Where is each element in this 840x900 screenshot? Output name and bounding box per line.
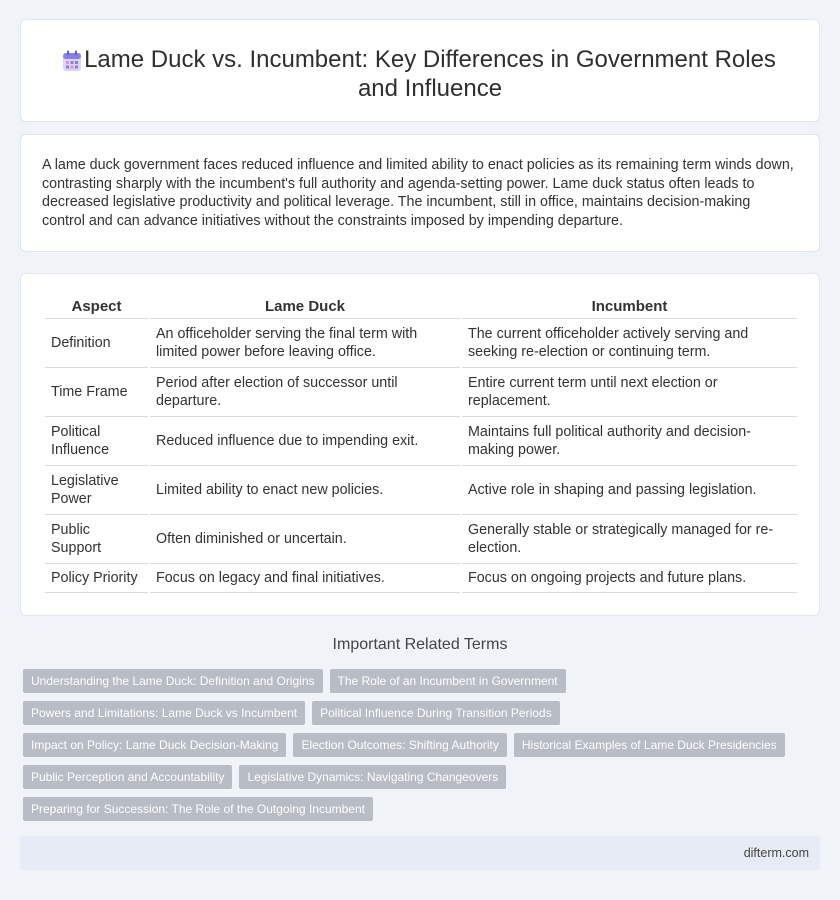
- calendar-icon: [62, 50, 82, 72]
- comparison-table-card: [20, 273, 820, 616]
- table-row: [45, 514, 797, 563]
- cell-incumbent: Entire current term until next election or replacement.: [462, 367, 797, 416]
- table-row: [45, 416, 797, 465]
- related-term-tag[interactable]: Impact on Policy: Lame Duck Decision-Making: [23, 733, 286, 757]
- related-term-tag[interactable]: The Role of an Incumbent in Government: [330, 669, 566, 693]
- footer: [20, 836, 820, 870]
- related-terms-title: Important Related Terms: [332, 636, 508, 653]
- intro-card: [20, 134, 820, 252]
- cell-lame-duck: Often diminished or uncertain.: [150, 514, 460, 563]
- cell-aspect: Policy Priority: [45, 563, 148, 593]
- cell-aspect: Definition: [45, 318, 148, 367]
- cell-lame-duck: Period after election of successor until departure.: [150, 367, 460, 416]
- cell-aspect: Political Influence: [45, 416, 148, 465]
- related-terms-list: [23, 669, 803, 821]
- cell-incumbent: The current officeholder actively serving and seeking re-election or continuing term.: [462, 318, 797, 367]
- cell-lame-duck: Reduced influence due to impending exit.: [150, 416, 460, 465]
- header-lame-duck: Lame Duck: [264, 298, 346, 315]
- cell-lame-duck: An officeholder serving the final term with limited power before leaving office.: [150, 318, 460, 367]
- cell-lame-duck: Limited ability to enact new policies.: [150, 465, 460, 514]
- cell-lame-duck: Focus on legacy and final initiatives.: [150, 563, 460, 593]
- cell-incumbent: Focus on ongoing projects and future plans.: [462, 563, 797, 593]
- table-row: [45, 465, 797, 514]
- header-incumbent: Incumbent: [591, 298, 668, 315]
- related-term-tag[interactable]: Understanding the Lame Duck: Definition and Origins: [23, 669, 323, 693]
- related-term-tag[interactable]: Election Outcomes: Shifting Authority: [293, 733, 506, 757]
- cell-aspect: Legislative Power: [45, 465, 148, 514]
- intro-paragraph: A lame duck government faces reduced influence and limited ability to enact policies as its remaining term winds down, contrasting sharply with the incumbent's full authority and agenda-setting power. Lame duck status often leads to decreased legislative productivity and political leverage. The incumbent, still in office, maintains decision-making control and can advance initiatives without the constraints imposed by impending departure.: [42, 157, 794, 229]
- table-row: [45, 318, 797, 367]
- table-row: [45, 367, 797, 416]
- footer-site-link[interactable]: difterm.com: [743, 846, 809, 860]
- related-term-tag[interactable]: Powers and Limitations: Lame Duck vs Incumbent: [23, 701, 305, 725]
- related-term-tag[interactable]: Preparing for Succession: The Role of the Outgoing Incumbent: [23, 797, 373, 821]
- comparison-table: [43, 296, 799, 593]
- page-title: Lame Duck vs. Incumbent: Key Differences in Government Roles and Influence: [84, 46, 776, 102]
- table-row: [45, 563, 797, 593]
- related-term-tag[interactable]: Political Influence During Transition Periods: [312, 701, 559, 725]
- header-card: [20, 19, 820, 122]
- cell-incumbent: Maintains full political authority and decision-making power.: [462, 416, 797, 465]
- header-aspect: Aspect: [71, 298, 122, 315]
- related-term-tag[interactable]: Legislative Dynamics: Navigating Changeovers: [239, 765, 506, 789]
- cell-incumbent: Active role in shaping and passing legislation.: [462, 465, 797, 514]
- related-term-tag[interactable]: Historical Examples of Lame Duck Presidencies: [514, 733, 785, 757]
- table-header-row: [45, 296, 797, 318]
- cell-aspect: Public Support: [45, 514, 148, 563]
- cell-aspect: Time Frame: [45, 367, 148, 416]
- cell-incumbent: Generally stable or strategically managed for re-election.: [462, 514, 797, 563]
- related-term-tag[interactable]: Public Perception and Accountability: [23, 765, 232, 789]
